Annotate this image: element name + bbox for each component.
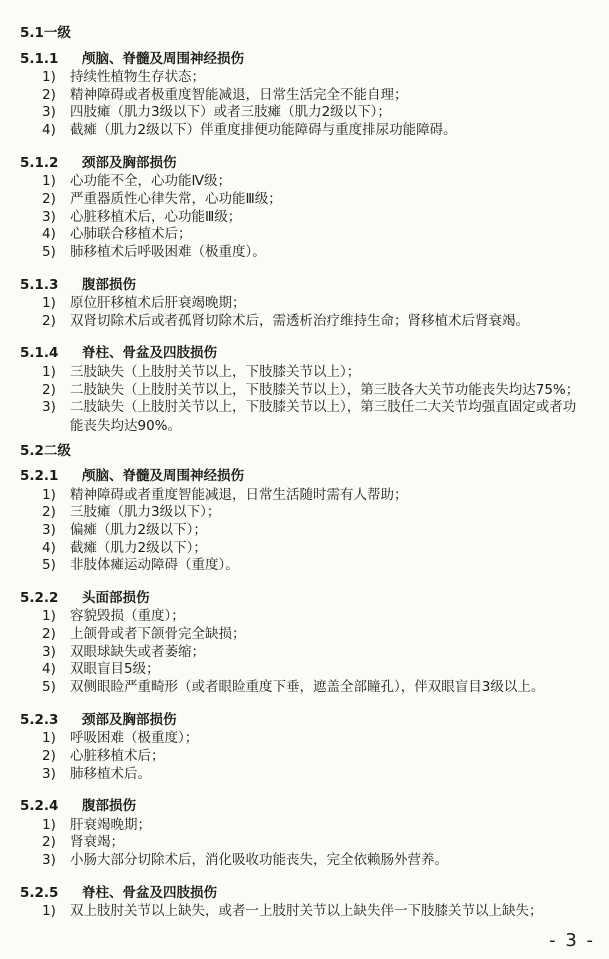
list-item: [42, 765, 587, 784]
list-item-text: 截瘫（肌力2级以下）；: [70, 540, 207, 556]
list-item-text: 非肢体瘫运动障碍（重度）。: [70, 557, 239, 573]
heading-title: 颅脑、脊髓及周围神经损伤: [82, 51, 244, 67]
heading-number: 5.1: [20, 25, 44, 41]
list-item-number: 3): [42, 399, 56, 415]
list-item-number: 1): [42, 173, 56, 189]
heading-number: 5.1.3: [20, 277, 59, 293]
list-item: [42, 121, 587, 140]
list-item-text: 双侧眼睑严重畸形（或者眼睑重度下垂，遮盖全部瞳孔），伴双眼盲目3级以上。: [70, 679, 545, 695]
list-item: [42, 521, 587, 540]
list-item-number: 2): [42, 626, 56, 642]
list-item-text: 双眼球缺失或者萎缩；: [70, 644, 205, 660]
list-item: [42, 660, 587, 679]
list-item-number: 2): [42, 504, 56, 520]
heading-title: 腹部损伤: [82, 798, 136, 814]
list-item-text: 肺移植术后呼吸困难（极重度）。: [70, 244, 266, 260]
list-item-text: 截瘫（肌力2级以下）伴重度排便功能障碍与重度排尿功能障碍。: [70, 122, 457, 138]
list-item: [42, 294, 587, 313]
list-item-text: 偏瘫（肌力2级以下）；: [70, 522, 207, 538]
heading-title: 脊柱、骨盆及四肢损伤: [82, 345, 217, 361]
list-item-text: 四肢瘫（肌力3级以下）或者三肢瘫（肌力2级以下）；: [70, 104, 391, 120]
list-item-number: 1): [42, 364, 56, 380]
list-item-number: 1): [42, 903, 56, 919]
list-item: [42, 851, 587, 870]
list-item-number: 3): [42, 104, 56, 120]
list-item: [42, 103, 587, 122]
list-item-number: 2): [42, 834, 56, 850]
list-item: [42, 225, 587, 244]
subsection-heading: [20, 151, 177, 171]
subsection-heading: [20, 586, 150, 606]
subsection-heading: [20, 881, 217, 901]
list-item-text: 双上肢肘关节以上缺失，或者一上肢肘关节以上缺失伴一下肢膝关节以上缺失；: [70, 903, 543, 919]
section-heading: [20, 439, 71, 459]
list-item-number: 2): [42, 313, 56, 329]
heading-title: 一级: [43, 25, 71, 41]
list-item-text: 二肢缺失（上肢肘关节以上，下肢膝关节以上），第三肢各大关节功能丧失均达75%；: [70, 382, 580, 398]
heading-number: 5.2.2: [20, 590, 59, 606]
list-item: [42, 833, 587, 852]
page-number: - 3 -: [549, 930, 595, 951]
list-item-text: 原位肝移植术后肝衰竭晚期；: [70, 295, 246, 311]
list-item: [42, 503, 587, 522]
heading-number: 5.1.1: [20, 51, 59, 67]
list-item: [42, 607, 587, 626]
list-item-text: 心功能不全，心功能Ⅳ级；: [70, 173, 231, 189]
heading-title: 颈部及胸部损伤: [82, 155, 177, 171]
list-item: [42, 68, 587, 87]
subsection-heading: [20, 464, 244, 484]
list-item-number: 5): [42, 679, 56, 695]
heading-number: 5.1.4: [20, 345, 59, 361]
list-item-number: 2): [42, 191, 56, 207]
list-item-text: 心脏移植术后；: [70, 748, 165, 764]
heading-number: 5.2.3: [20, 712, 59, 728]
heading-number: 5.2.5: [20, 885, 59, 901]
heading-number: 5.1.2: [20, 155, 59, 171]
list-item: [42, 398, 587, 436]
list-item-number: 3): [42, 522, 56, 538]
list-item-number: 5): [42, 557, 56, 573]
subsection-heading: [20, 341, 217, 361]
list-item: [42, 363, 587, 382]
list-item: [42, 243, 587, 262]
list-item-number: 4): [42, 226, 56, 242]
heading-number: 5.2: [20, 443, 44, 459]
section-heading: [20, 21, 71, 41]
list-item-number: 2): [42, 748, 56, 764]
list-item-text: 二肢缺失（上肢肘关节以上，下肢膝关节以上），第三肢任二大关节均强直固定或者功能丧失均达90%。: [70, 399, 577, 434]
list-item-number: 3): [42, 644, 56, 660]
list-item: [42, 678, 587, 697]
list-item-number: 1): [42, 69, 56, 85]
list-item-number: 4): [42, 540, 56, 556]
list-item-number: 2): [42, 382, 56, 398]
list-item-text: 肾衰竭；: [70, 834, 124, 850]
heading-title: 二级: [43, 443, 71, 459]
list-item-number: 1): [42, 817, 56, 833]
list-item: [42, 747, 587, 766]
list-item-text: 心脏移植术后，心功能Ⅲ级；: [70, 209, 242, 225]
list-item-text: 小肠大部分切除术后，消化吸收功能丧失，完全依赖肠外营养。: [70, 852, 448, 868]
list-item: [42, 902, 587, 921]
list-item-text: 肝衰竭晚期；: [70, 817, 151, 833]
list-item-text: 精神障碍或者重度智能减退，日常生活随时需有人帮助；: [70, 487, 408, 503]
list-item-text: 呼吸困难（极重度）；: [70, 730, 199, 746]
list-item-text: 肺移植术后。: [70, 766, 151, 782]
list-item: [42, 556, 587, 575]
heading-title: 腹部损伤: [82, 277, 136, 293]
list-item-text: 双肾切除术后或者孤肾切除术后，需透析治疗维持生命；肾移植术后肾衰竭。: [70, 313, 529, 329]
heading-title: 头面部损伤: [82, 590, 150, 606]
list-item-text: 三肢缺失（上肢肘关节以上，下肢膝关节以上）；: [70, 364, 361, 380]
list-item: [42, 625, 587, 644]
list-item-number: 1): [42, 487, 56, 503]
list-item-number: 1): [42, 295, 56, 311]
list-item-text: 心肺联合移植术后；: [70, 226, 192, 242]
list-item-number: 5): [42, 244, 56, 260]
list-item-number: 1): [42, 608, 56, 624]
list-item-text: 三肢瘫（肌力3级以下）；: [70, 504, 221, 520]
heading-title: 颅脑、脊髓及周围神经损伤: [82, 468, 244, 484]
subsection-heading: [20, 708, 177, 728]
list-item-number: 3): [42, 766, 56, 782]
list-item-number: 3): [42, 852, 56, 868]
list-item-text: 持续性植物生存状态；: [70, 69, 205, 85]
list-item: [42, 172, 587, 191]
subsection-heading: [20, 47, 244, 67]
subsection-heading: [20, 794, 136, 814]
heading-number: 5.2.1: [20, 468, 59, 484]
list-item-number: 3): [42, 209, 56, 225]
list-item-text: 严重器质性心律失常，心功能Ⅲ级；: [70, 191, 282, 207]
list-item-number: 2): [42, 87, 56, 103]
heading-title: 脊柱、骨盆及四肢损伤: [82, 885, 217, 901]
heading-title: 颈部及胸部损伤: [82, 712, 177, 728]
list-item-text: 双眼盲目5级；: [70, 661, 160, 677]
list-item: [42, 729, 587, 748]
list-item-text: 容貌毁损（重度）；: [70, 608, 185, 624]
list-item: [42, 312, 587, 331]
list-item-number: 1): [42, 730, 56, 746]
list-item-text: 上颌骨或者下颌骨完全缺损；: [70, 626, 246, 642]
subsection-heading: [20, 273, 136, 293]
list-item: [42, 190, 587, 209]
list-item-number: 4): [42, 122, 56, 138]
heading-number: 5.2.4: [20, 798, 59, 814]
list-item-number: 4): [42, 661, 56, 677]
list-item-text: 精神障碍或者极重度智能减退，日常生活完全不能自理；: [70, 87, 408, 103]
